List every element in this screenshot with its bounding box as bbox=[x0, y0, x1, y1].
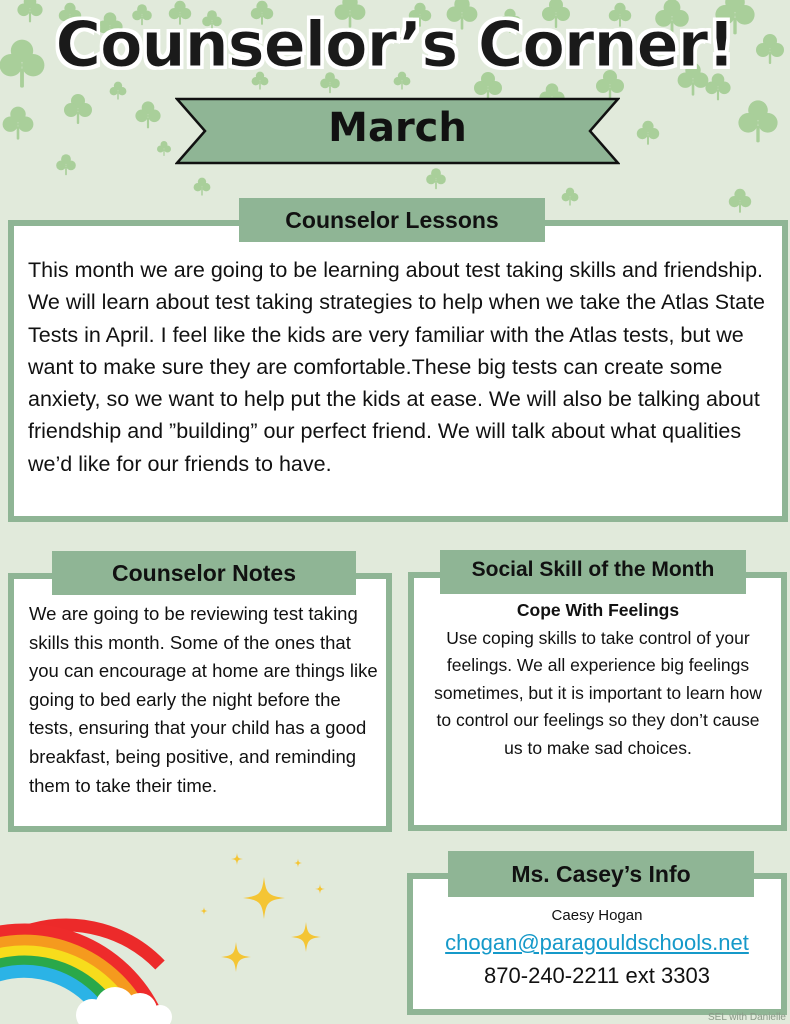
lessons-heading: Counselor Lessons bbox=[239, 198, 545, 242]
month-label: March bbox=[328, 105, 467, 151]
social-skill-heading: Social Skill of the Month bbox=[440, 550, 746, 594]
social-skill-subheading: Cope With Feelings bbox=[516, 600, 680, 620]
contact-name: Caesy Hogan bbox=[551, 907, 643, 924]
watermark: SEL with Danielle bbox=[707, 1012, 786, 1023]
notes-body: We are going to be reviewing test taking skills this month. Some of the ones that you can encourage at home are things like going to bed early the night before the tests, ensuring that your child has a good breakfast, being positive, and reminding them to take their time. bbox=[29, 603, 378, 796]
rainbow-icon bbox=[0, 845, 200, 1024]
contact-phone: 870-240-2211 ext 3303 bbox=[484, 963, 710, 988]
notes-heading: Counselor Notes bbox=[52, 551, 356, 595]
lessons-body: This month we are going to be learning about test taking skills and friendship. We will learn about test taking strategies to help when we take the Atlas State Tests in April. I feel like the kids are very familiar with the Atlas tests, but we want to make sure they are comfortable.These big tests can create some anxiety, so we want to help put the kids at ease. We will also be talking about friendship and ”building” our perfect friend. We will talk about what qualities we’d like for our friends to have. bbox=[28, 258, 765, 476]
contact-email-link[interactable]: chogan@paragouldschools.net bbox=[445, 930, 749, 955]
social-skill-body: Use coping skills to take control of your feelings. We all experience big feelings sometimes, but it is important to learn how to control our feelings so they don’t cause us to make sad choices. bbox=[434, 628, 762, 758]
sparkle-icon bbox=[200, 853, 325, 972]
page-title: Counselor’s Corner! bbox=[55, 8, 735, 81]
sparkle-icons bbox=[190, 845, 340, 995]
contact-heading: Ms. Casey’s Info bbox=[448, 851, 754, 897]
